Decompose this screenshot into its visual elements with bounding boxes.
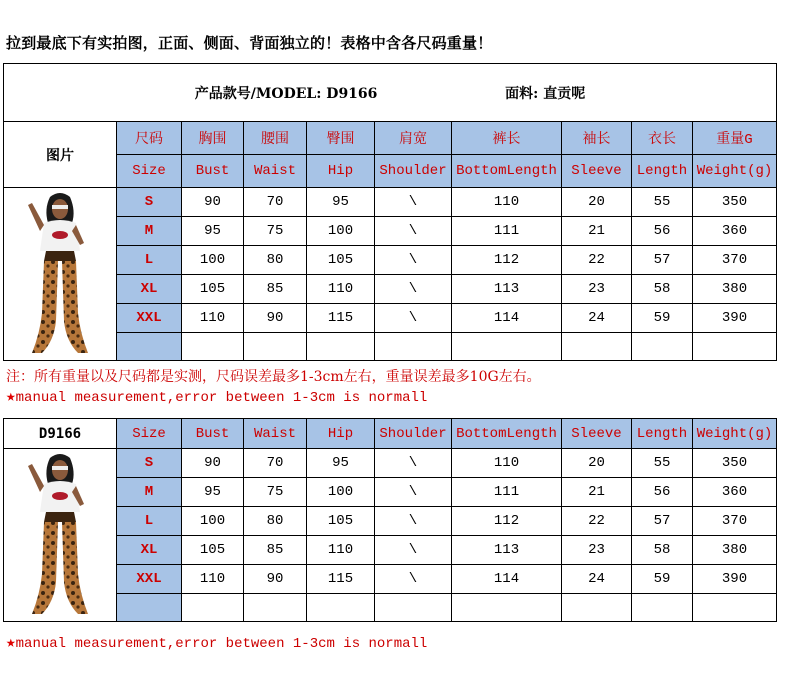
hip-cell: 95 [307, 188, 375, 217]
sleeve-cell: 20 [562, 188, 632, 217]
star-icon: ★ [6, 634, 16, 652]
size-cell: M [117, 217, 182, 246]
shoulder-cell: \ [375, 275, 452, 304]
hip-cell: 110 [307, 536, 375, 565]
bust-cell: 100 [182, 246, 244, 275]
bottom-length-cell: 113 [452, 275, 562, 304]
bottom-length-cell: 110 [452, 188, 562, 217]
empty-cell [562, 594, 632, 622]
header-en-length: Length [632, 155, 693, 188]
header-en-hip: Hip [307, 419, 375, 449]
waist-cell: 80 [244, 246, 307, 275]
shoulder-cell: \ [375, 478, 452, 507]
waist-cell: 85 [244, 275, 307, 304]
header-cn-shoulder: 肩宽 [375, 122, 452, 155]
empty-cell [632, 333, 693, 361]
size-cell: S [117, 449, 182, 478]
length-cell: 55 [632, 188, 693, 217]
waist-cell: 80 [244, 507, 307, 536]
fabric-label: 面料: 直贡呢 [505, 85, 586, 102]
header-en-size: Size [117, 419, 182, 449]
header-cn-length: 衣长 [632, 122, 693, 155]
measurement-note-cn: 注：所有重量以及尺码都是实测，尺码误差最多1-3cm左右，重量误差最多10G左右。 [6, 369, 541, 385]
sleeve-cell: 22 [562, 507, 632, 536]
length-cell: 56 [632, 478, 693, 507]
header-en-waist: Waist [244, 419, 307, 449]
hip-cell: 105 [307, 246, 375, 275]
product-model-label: 产品款号/MODEL: D9166 [194, 85, 378, 102]
waist-cell: 70 [244, 188, 307, 217]
header-en-weight: Weight(g) [693, 419, 777, 449]
shoulder-cell: \ [375, 188, 452, 217]
sleeve-cell: 23 [562, 536, 632, 565]
length-cell: 57 [632, 507, 693, 536]
bust-cell: 110 [182, 565, 244, 594]
measurement-note-en-2 [6, 632, 427, 652]
bust-cell: 90 [182, 188, 244, 217]
header-en-shoulder: Shoulder [375, 155, 452, 188]
empty-size-cell [117, 333, 182, 361]
empty-cell [693, 333, 777, 361]
hip-cell: 100 [307, 478, 375, 507]
header-cn-waist: 腰围 [244, 122, 307, 155]
sleeve-cell: 22 [562, 246, 632, 275]
shoulder-cell: \ [375, 507, 452, 536]
size-cell: L [117, 246, 182, 275]
sleeve-cell: 24 [562, 565, 632, 594]
hip-cell: 100 [307, 217, 375, 246]
length-cell: 59 [632, 304, 693, 333]
model-number-label: D9166 [4, 419, 117, 449]
weight-cell: 380 [693, 275, 777, 304]
shoulder-cell: \ [375, 565, 452, 594]
size-cell: M [117, 478, 182, 507]
hip-cell: 115 [307, 304, 375, 333]
hip-cell: 110 [307, 275, 375, 304]
bottom-length-cell: 111 [452, 478, 562, 507]
weight-cell: 380 [693, 536, 777, 565]
header-en-bust: Bust [182, 419, 244, 449]
sleeve-cell: 21 [562, 217, 632, 246]
bottom-length-cell: 110 [452, 449, 562, 478]
note-en-text: manual measurement,error between 1-3cm is normall [15, 636, 428, 652]
sleeve-cell: 24 [562, 304, 632, 333]
bottom-length-cell: 112 [452, 246, 562, 275]
header-en-bottom-length: BottomLength [452, 419, 562, 449]
header-cn-hip: 臀围 [307, 122, 375, 155]
length-cell: 58 [632, 536, 693, 565]
waist-cell: 85 [244, 536, 307, 565]
size-chart-table-1 [3, 63, 777, 361]
bust-cell: 110 [182, 304, 244, 333]
weight-cell: 350 [693, 188, 777, 217]
length-cell: 55 [632, 449, 693, 478]
header-en-bottom-length: BottomLength [452, 155, 562, 188]
empty-cell [307, 333, 375, 361]
measurement-note-en-1 [6, 386, 427, 406]
shoulder-cell: \ [375, 536, 452, 565]
note-en-text: manual measurement,error between 1-3cm is normall [15, 390, 428, 406]
header-en-shoulder: Shoulder [375, 419, 452, 449]
shoulder-cell: \ [375, 217, 452, 246]
star-icon: ★ [6, 388, 16, 406]
header-en-sleeve: Sleeve [562, 419, 632, 449]
empty-cell [182, 333, 244, 361]
bust-cell: 95 [182, 217, 244, 246]
product-photo [4, 449, 117, 622]
bottom-length-cell: 114 [452, 565, 562, 594]
size-cell: XL [117, 275, 182, 304]
waist-cell: 70 [244, 449, 307, 478]
empty-cell [693, 594, 777, 622]
empty-cell [244, 594, 307, 622]
empty-cell [182, 594, 244, 622]
hip-cell: 105 [307, 507, 375, 536]
bottom-length-cell: 112 [452, 507, 562, 536]
header-en-bust: Bust [182, 155, 244, 188]
length-cell: 59 [632, 565, 693, 594]
empty-cell [307, 594, 375, 622]
bottom-length-cell: 111 [452, 217, 562, 246]
empty-cell [375, 594, 452, 622]
header-cn-bottom-length: 裤长 [452, 122, 562, 155]
length-cell: 56 [632, 217, 693, 246]
weight-cell: 360 [693, 478, 777, 507]
size-cell: XL [117, 536, 182, 565]
length-cell: 58 [632, 275, 693, 304]
weight-cell: 360 [693, 217, 777, 246]
weight-cell: 390 [693, 304, 777, 333]
bust-cell: 95 [182, 478, 244, 507]
hip-cell: 115 [307, 565, 375, 594]
header-cn-weight: 重量G [693, 122, 777, 155]
shoulder-cell: \ [375, 304, 452, 333]
bust-cell: 90 [182, 449, 244, 478]
bust-cell: 105 [182, 536, 244, 565]
empty-cell [452, 333, 562, 361]
hip-cell: 95 [307, 449, 375, 478]
sleeve-cell: 21 [562, 478, 632, 507]
header-cn-size: 尺码 [117, 122, 182, 155]
weight-cell: 350 [693, 449, 777, 478]
bust-cell: 105 [182, 275, 244, 304]
header-en-weight: Weight(g) [693, 155, 777, 188]
empty-cell [375, 333, 452, 361]
bottom-length-cell: 113 [452, 536, 562, 565]
size-cell: XXL [117, 304, 182, 333]
size-cell: L [117, 507, 182, 536]
bust-cell: 100 [182, 507, 244, 536]
sleeve-cell: 23 [562, 275, 632, 304]
size-cell: S [117, 188, 182, 217]
weight-cell: 370 [693, 507, 777, 536]
header-en-size: Size [117, 155, 182, 188]
waist-cell: 90 [244, 565, 307, 594]
sleeve-cell: 20 [562, 449, 632, 478]
header-cn-bust: 胸围 [182, 122, 244, 155]
empty-cell [632, 594, 693, 622]
empty-cell [562, 333, 632, 361]
size-cell: XXL [117, 565, 182, 594]
empty-cell [452, 594, 562, 622]
empty-size-cell [117, 594, 182, 622]
model-figure-icon [10, 450, 110, 620]
waist-cell: 90 [244, 304, 307, 333]
empty-cell [244, 333, 307, 361]
waist-cell: 75 [244, 478, 307, 507]
top-note: 拉到最底下有实拍图，正面、侧面、背面独立的！表格中含各尺码重量！ [6, 34, 493, 52]
bottom-length-cell: 114 [452, 304, 562, 333]
header-en-length: Length [632, 419, 693, 449]
product-photo [4, 188, 117, 361]
shoulder-cell: \ [375, 246, 452, 275]
header-en-hip: Hip [307, 155, 375, 188]
length-cell: 57 [632, 246, 693, 275]
weight-cell: 370 [693, 246, 777, 275]
picture-label: 图片 [4, 122, 117, 188]
shoulder-cell: \ [375, 449, 452, 478]
size-chart-table-2 [3, 418, 777, 622]
header-cn-sleeve: 袖长 [562, 122, 632, 155]
header-en-waist: Waist [244, 155, 307, 188]
model-figure-icon [10, 189, 110, 359]
table-title-row [4, 64, 777, 122]
header-en-sleeve: Sleeve [562, 155, 632, 188]
waist-cell: 75 [244, 217, 307, 246]
weight-cell: 390 [693, 565, 777, 594]
